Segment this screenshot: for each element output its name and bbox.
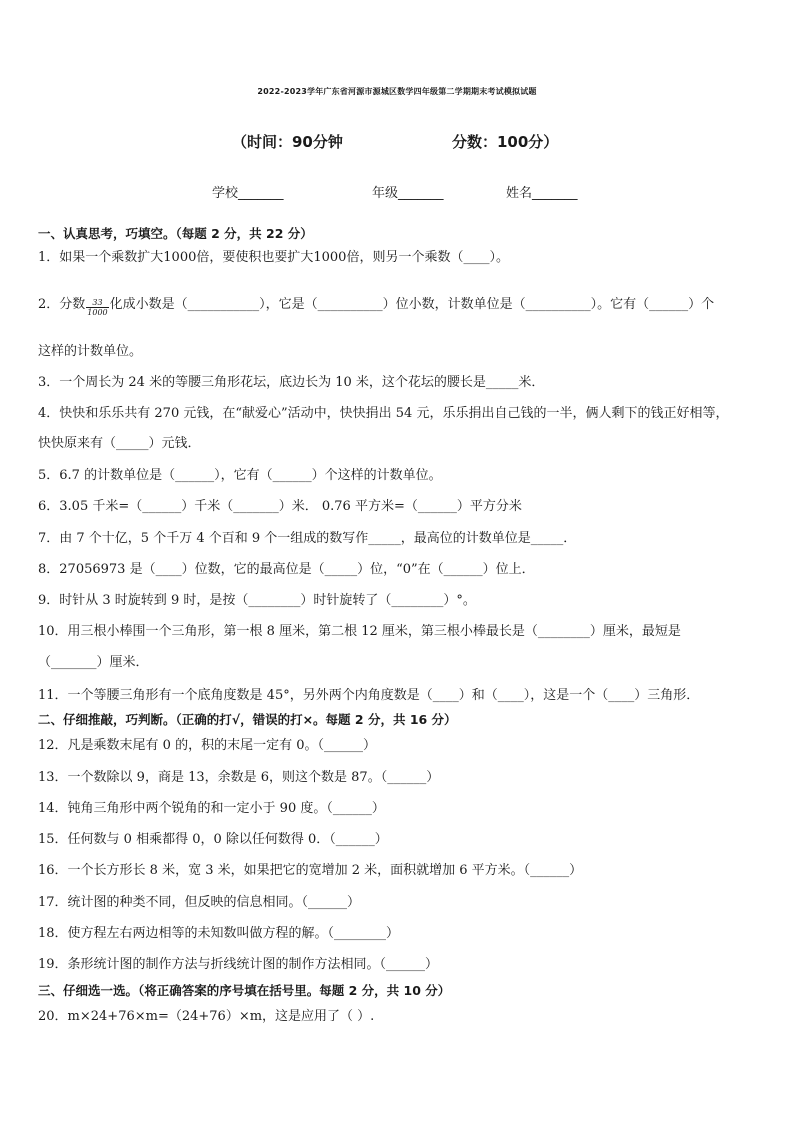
question-8: 8．27056973 是（____）位数，它的最高位是（_____）位，“0”在（______）位上． <box>38 562 535 577</box>
question-2-text: 化成小数是（___________），它是（__________）位小数，计数单位是（__________）。它有（______）个 <box>109 297 715 312</box>
question-20: 20．m×24+76×m=（24+76）×m，这是应用了（ ）. <box>38 1009 375 1024</box>
question-6: 6．3.05 千米=（______）千米（_______）米． 0.76 平方米=（______）平方分米 <box>38 499 522 514</box>
section-2-heading: 二、仔细推敲，巧判断。（正确的打√，错误的打×。每题 2 分，共 16 分） <box>38 712 457 727</box>
question-1: 1．如果一个乘数扩大1000倍，要使积也要扩大1000倍，则另一个乘数（____）。 <box>38 250 509 265</box>
question-7: 7．由 7 个十亿，5 个千万 4 个百和 9 个一组成的数写作_____，最高位的计数单位是_____． <box>38 531 577 546</box>
exam-score: 分数：100分） <box>452 133 559 151</box>
name-field: 姓名_______ <box>506 186 578 201</box>
question-2-continued: 这样的计数单位。 <box>38 344 143 359</box>
question-17: 17．统计图的种类不同，但反映的信息相同。（______） <box>38 895 361 910</box>
school-field: 学校_______ <box>212 186 284 201</box>
question-2-prefix: 2．分数 <box>38 297 86 312</box>
question-9: 9．时针从 3 时旋转到 9 时，是按（________）时针旋转了（________）°。 <box>38 593 476 608</box>
question-5: 5．6.7 的计数单位是（______），它有（______）个这样的计数单位。 <box>38 468 442 483</box>
section-3-heading: 三、仔细选一选。（将正确答案的序号填在括号里。每题 2 分，共 10 分） <box>38 983 451 998</box>
question-18: 18．使方程左右两边相等的未知数叫做方程的解。（________） <box>38 926 400 941</box>
question-10-continued: （_______）厘米． <box>38 655 149 670</box>
question-12: 12．凡是乘数末尾有 0 的，积的末尾一定有 0。（______） <box>38 738 376 753</box>
question-13: 13．一个数除以 9，商是 13，余数是 6，则这个数是 87。（______） <box>38 770 440 785</box>
question-4-continued: 快快原来有（_____）元钱． <box>38 436 201 451</box>
question-2 <box>38 297 714 317</box>
fraction-denominator: 1000 <box>87 308 108 317</box>
question-3: 3．一个周长为 24 米的等腰三角形花坛，底边长为 10 米，这个花坛的腰长是_____米． <box>38 375 545 390</box>
grade-field: 年级_______ <box>372 186 444 201</box>
fraction <box>86 298 108 317</box>
fraction-numerator: 33 <box>86 298 108 308</box>
question-16: 16．一个长方形长 8 米，宽 3 米，如果把它的宽增加 2 米，面积就增加 6 平方米。（______） <box>38 863 583 878</box>
question-19: 19．条形统计图的制作方法与折线统计图的制作方法相同。（______） <box>38 957 439 972</box>
question-15: 15．任何数与 0 相乘都得 0，0 除以任何数得 0．（______） <box>38 832 388 847</box>
question-10: 10．用三根小棒围一个三角形，第一根 8 厘米，第二根 12 厘米，第三根小棒最长是（________）厘米，最短是 <box>38 624 681 639</box>
exam-time: （时间：90分钟 <box>232 133 343 151</box>
question-14: 14．钝角三角形中两个锐角的和一定小于 90 度。（______） <box>38 801 385 816</box>
question-4: 4．快快和乐乐共有 270 元钱，在“献爱心”活动中，快快捐出 54 元，乐乐捐出自己钱的一半，俩人剩下的钱正好相等， <box>38 406 729 421</box>
exam-title: 2022-2023学年广东省河源市源城区数学四年级第二学期期末考试模拟试题 <box>257 87 537 96</box>
question-11: 11．一个等腰三角形有一个底角度数是 45°，另外两个内角度数是（____）和（____），这是一个（____）三角形． <box>38 688 700 703</box>
section-1-heading: 一、认真思考，巧填空。（每题 2 分，共 22 分） <box>38 226 313 241</box>
